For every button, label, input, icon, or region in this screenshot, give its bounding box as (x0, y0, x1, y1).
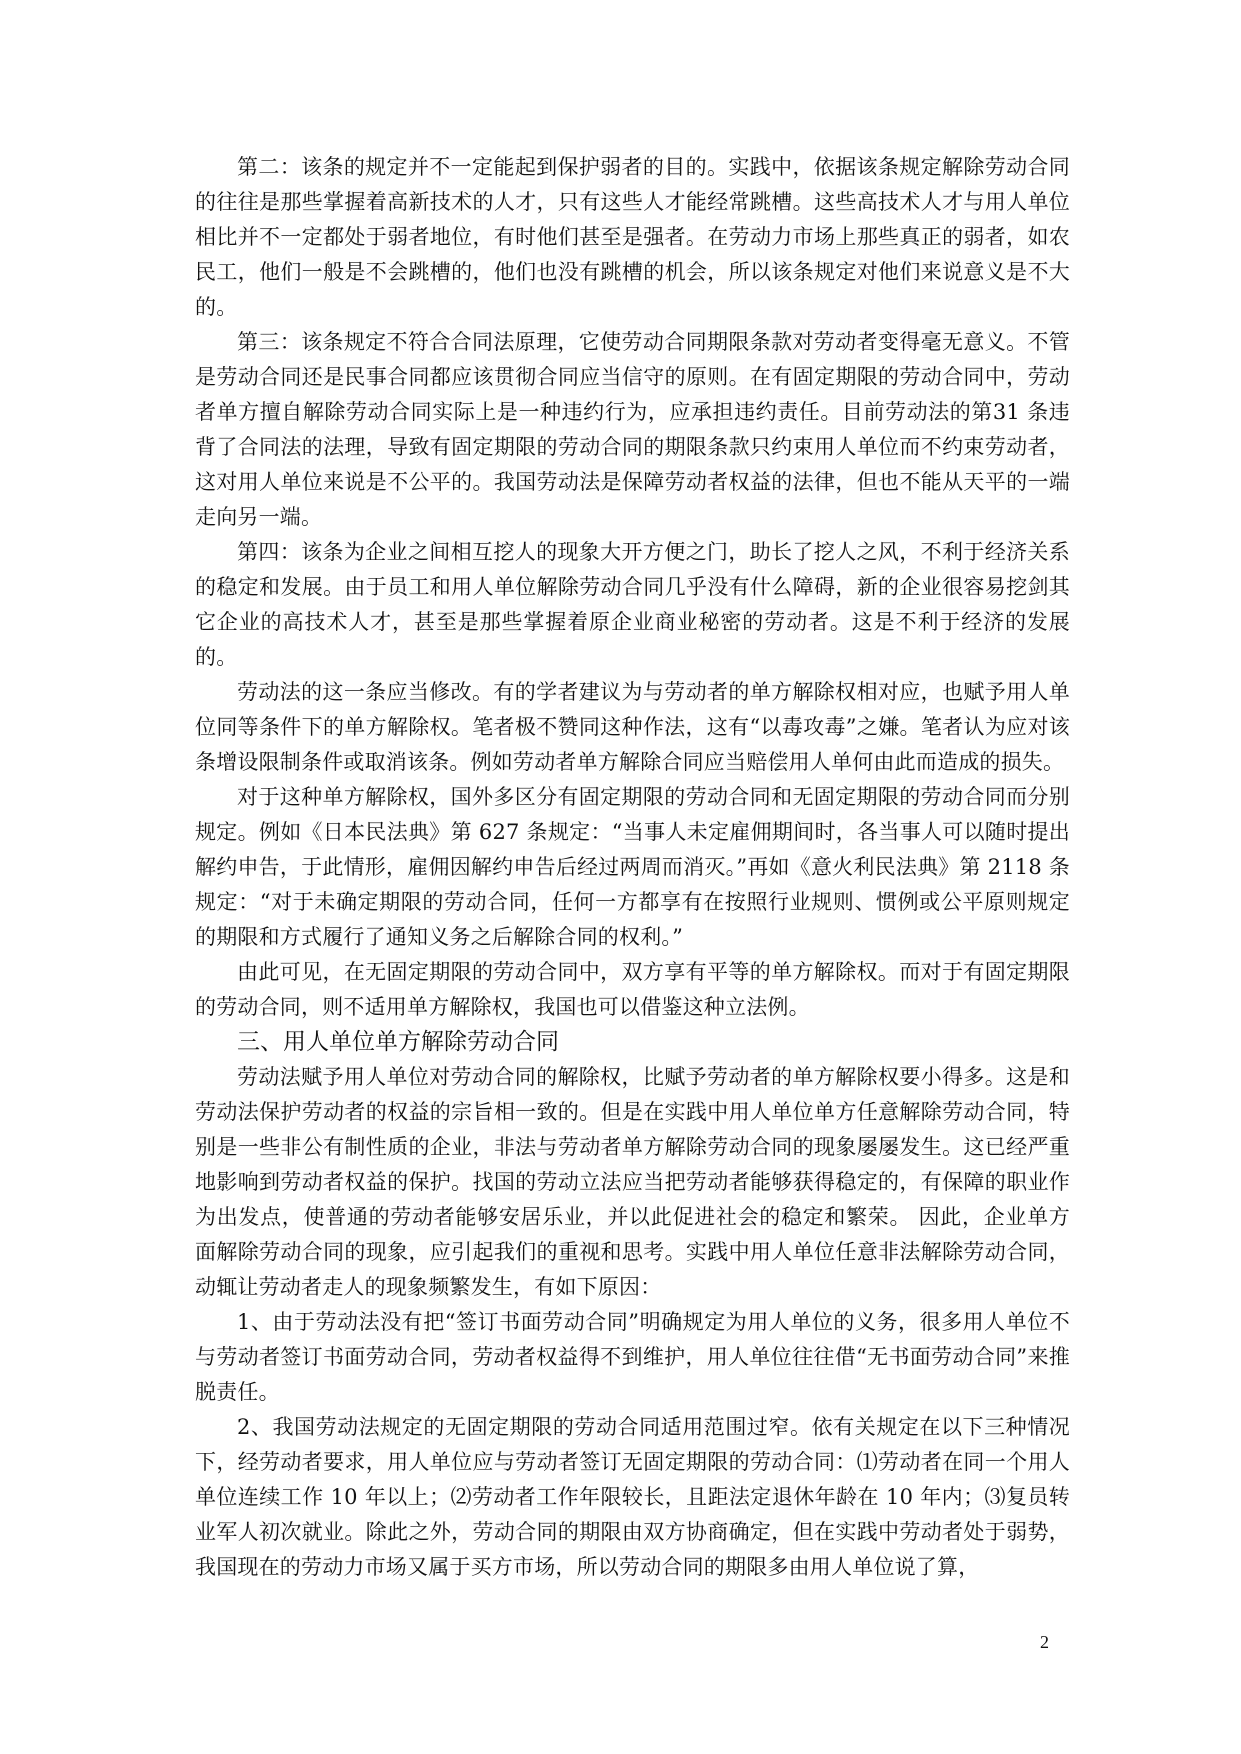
page-number: 2 (1040, 1632, 1049, 1652)
paragraph-second-point: 第二：该条的规定并不一定能起到保护弱者的目的。实践中，依据该条规定解除劳动合同的往往是那些掌握着高新技术的人才，只有这些人才能经常跳槽。这些高技术人才与用人单位相比并不一定都处于弱者地位，有时他们甚至是强者。在劳动力市场上那些真正的弱者，如农民工，他们一般是不会跳槽的，他们也没有跳槽的机会，所以该条规定对他们来说意义是不大的。 (195, 155, 1070, 319)
paragraph-reason-1: 1、由于劳动法没有把“签订书面劳动合同”明确规定为用人单位的义务，很多用人单位不与劳动者签订书面劳动合同，劳动者权益得不到维护，用人单位往往借“无书面劳动合同”来推脱责任。 (195, 1310, 1070, 1404)
section-heading: 三、用人单位单方解除劳动合同 (237, 1029, 559, 1055)
paragraph-foreign-law: 对于这种单方解除权，国外多区分有固定期限的劳动合同和无固定期限的劳动合同而分别规定。例如《日本民法典》第 627 条规定：“当事人未定雇佣期间时，各当事人可以随时提出解约申告，于此情形，雇佣因解约申告后经过两周而消灭。”再如《意火利民法典》第 2118 条规定：“对于未确定期限的劳动合同，任何一方都享有在按照行业规则、惯例或公平原则规定的期限和方式履行了通知义务之后解除合同的权利。” (195, 785, 1070, 949)
paragraph-reason-2: 2、我国劳动法规定的无固定期限的劳动合同适用范围过窄。依有关规定在以下三种情况下，经劳动者要求，用人单位应与劳动者签订无固定期限的劳动合同：⑴劳动者在同一个用人单位连续工作 10 年以上；⑵劳动者工作年限较长，且距法定退休年龄在 10 年内；⑶复员转业军人初次就业。除此之外，劳动合同的期限由双方协商确定，但在实践中劳动者处于弱势，我国现在的劳动力市场又属于买方市场，所以劳动合同的期限多由用人单位说了算， (195, 1415, 1070, 1579)
paragraph-fourth-point: 第四：该条为企业之间相互挖人的现象大开方便之门，助长了挖人之风，不利于经济关系的稳定和发展。由于员工和用人单位解除劳动合同几乎没有什么障碍，新的企业很容易挖剑其它企业的高技术人才，甚至是那些掌握着原企业商业秘密的劳动者。这是不利于经济的发展的。 (195, 540, 1070, 669)
paragraph-employer-termination: 劳动法赋予用人单位对劳动合同的解除权，比赋予劳动者的单方解除权要小得多。这是和劳动法保护劳动者的权益的宗旨相一致的。但是在实践中用人单位单方任意解除劳动合同，特别是一些非公有制性质的企业，非法与劳动者单方解除劳动合同的现象屡屡发生。这已经严重地影响到劳动者权益的保护。找国的劳动立法应当把劳动者能够获得稳定的，有保障的职业作为出发点，使普通的劳动者能够安居乐业，并以此促进社会的稳定和繁荣。 因此，企业单方面解除劳动合同的现象，应引起我们的重视和思考。实践中用人单位任意非法解除劳动合同，动辄让劳动者走人的现象频繁发生，有如下原因： (195, 1065, 1070, 1299)
paragraph-conclusion: 由此可见，在无固定期限的劳动合同中，双方享有平等的单方解除权。而对于有固定期限的劳动合同，则不适用单方解除权，我国也可以借鉴这种立法例。 (195, 960, 1070, 1019)
paragraph-third-point: 第三：该条规定不符合合同法原理，它使劳动合同期限条款对劳动者变得毫无意义。不管是劳动合同还是民事合同都应该贯彻合同应当信守的原则。在有固定期限的劳动合同中，劳动者单方擅自解除劳动合同实际上是一种违约行为，应承担违约责任。目前劳动法的第31 条违背了合同法的法理，导致有固定期限的劳动合同的期限条款只约束用人单位而不约束劳动者，这对用人单位来说是不公平的。我国劳动法是保障劳动者权益的法律，但也不能从天平的一端走向另一端。 (195, 330, 1070, 529)
page-body (195, 150, 1070, 1585)
paragraph-amendment-suggestion: 劳动法的这一条应当修改。有的学者建议为与劳动者的单方解除权相对应，也赋予用人单位同等条件下的单方解除权。笔者极不赞同这种作法，这有“以毒攻毒”之嫌。笔者认为应对该条增设限制条件或取消该条。例如劳动者单方解除合同应当赔偿用人单何由此而造成的损失。 (195, 680, 1070, 774)
